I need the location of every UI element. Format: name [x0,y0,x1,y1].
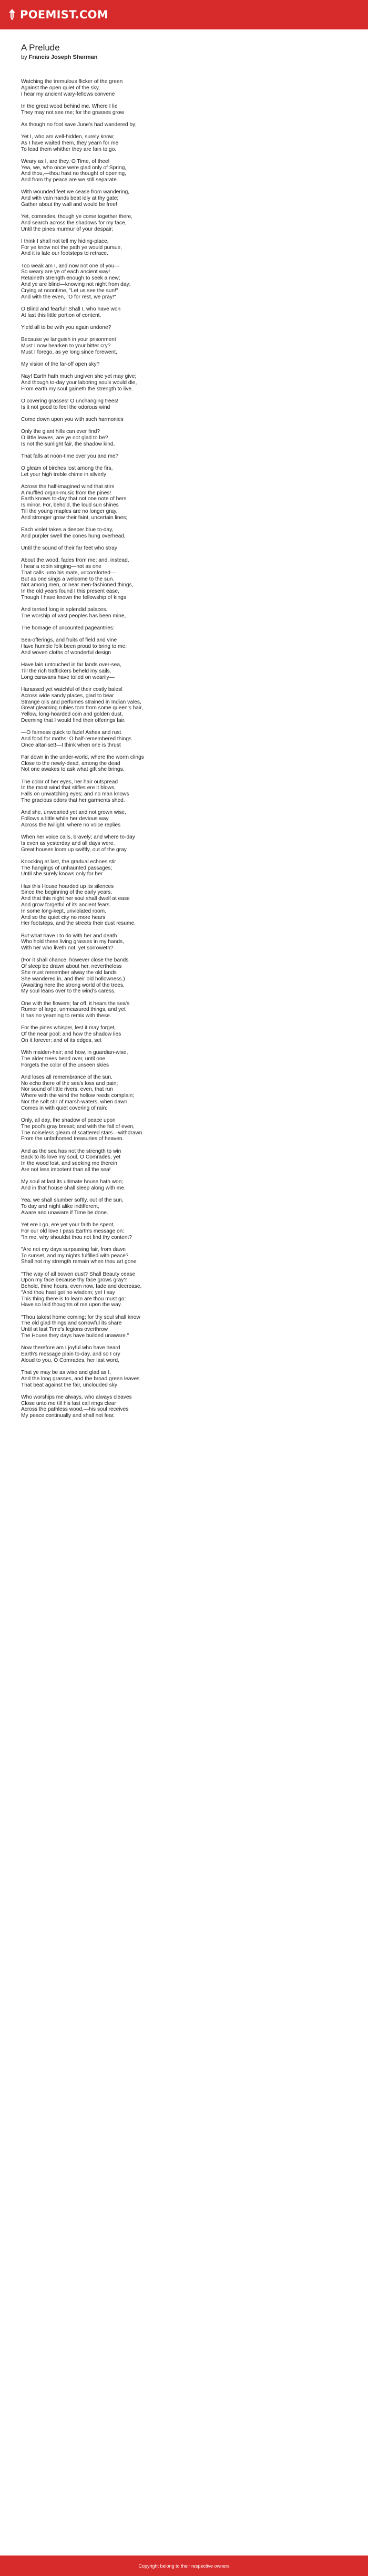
poem-line: The homage of uncounted pageantries: [21,625,115,632]
poem-line: She must remember alway the old lands [21,969,117,976]
poem-line: She wandered in, and their old hollowness.) [21,976,125,982]
poem-line: "Thou takest home coming; for thy soul shall know [21,1314,140,1320]
poem-line: That ye may be as wise and glad as I, [21,1370,111,1376]
stanza [21,1149,347,1173]
poem-line: Too weak am I, and now not one of you— [21,263,120,269]
poem-line: I hear my ancient wary-fellows convene [21,91,115,97]
poem-line: "The way of all bowen dust? Shall Beauty cease [21,1271,136,1277]
poem-line: The pool's gray breast; and with the fall of even, [21,1123,135,1130]
poem-line: In some long-kept, unviolated room. [21,908,106,914]
poem-line: The noiseless gleam of scattered stars—withdrawn [21,1130,142,1136]
stanza [21,545,347,552]
poem-line: Is even as yesterday and all days were. [21,840,115,846]
poem-line: To lead them whither they are fain to go. [21,146,117,152]
poem-line: The hangings of unhaunted passages; [21,865,113,871]
copyright-text: Copyright belong to their respective owners [138,2563,230,2569]
poem-line: And tarried long in splendid palaces. [21,607,108,613]
poem-line: Across wide sandy places, glad to bear [21,692,114,699]
poem-line: And though to-day your laboring souls would die, [21,379,137,386]
stanza [21,465,347,478]
poem-line: From earth my soul gaineth the strength to live. [21,386,133,392]
stanza [21,429,347,447]
poem-line: Close unto me till his last call rings clear [21,1400,116,1406]
poem-line: And as the sea has not the strength to win [21,1148,121,1154]
site-logo[interactable] [7,8,108,21]
poem-line: Deeming that I would find their offerings fair. [21,717,126,723]
poem-line: Across the half-imagined wind that stirs [21,483,115,490]
poem-line: Not one awakes to ask what gift she brings. [21,767,125,773]
byline-prefix: by [21,54,29,60]
poem-line: Till the rich traffickers beheld my sails. [21,668,111,674]
poem-line: And woven cloths of wonderful design [21,649,111,656]
poem-line: That calls unto his mate, uncomforted— [21,570,116,576]
poem-line: Aware and unaware if Time be done. [21,1209,108,1216]
poem-line: O covering grasses! O unchanging trees! [21,398,119,404]
poem-line: Harassed yet watchful of their costly bales! [21,686,123,692]
poem-line: My peace continually and shall not fear. [21,1413,115,1419]
poem-line: With maiden-hair; and how, in guardian-wise, [21,1050,128,1056]
stanza [21,1247,347,1265]
stanza [21,398,347,411]
stanza [21,306,347,319]
poem-line: They may not see me; for the grasses grow [21,109,124,116]
poem-line: And from thy peace are we still separate. [21,177,118,183]
poem-line: Gather about thy wall and would be free! [21,201,117,208]
poem-line: Yet ere I go, ere yet your faith be spent, [21,1222,115,1228]
poem-line: For our old love I pass Earth's message on: [21,1228,125,1234]
stanza [21,730,347,748]
poem-line: No echo there of the sea's loss and pain; [21,1080,118,1087]
poem-line: One with the flowers; far off, it hears the sea's [21,1000,130,1007]
poem-line: Forgets the color of the unseen skies [21,1062,109,1068]
stanza [21,834,347,853]
poem-line: Sea-offerings, and fruits of field and vine [21,637,117,644]
poem-line: Not among men, or near men-fashioned things, [21,582,134,588]
stanza [21,625,347,632]
poem-line: Has this House hoarded up its silences [21,883,114,889]
poem-line: My soul at last its ultimate house hath won; [21,1179,124,1185]
poem-line: In the great wood behind me. Where I lie [21,103,118,109]
poem-line: Great houses loom up swiftly, out of the gray. [21,846,128,853]
poem-line: —O fairness quick to fade! Ashes and rust [21,730,121,736]
poem-line: Come down upon you with such harmonies [21,416,124,422]
poem-line: Knocking at last, the gradual echoes stir [21,858,116,865]
poem-line: The alder trees bend over, until one [21,1056,106,1062]
stanza [21,1315,347,1339]
poem-line: Have humble folk been proud to bring to me; [21,644,127,650]
poem-line: Of the near pool; and how the shadow lies [21,1031,121,1038]
stanza [21,859,347,877]
poem-line: My vision of the far-off open sky? [21,361,100,367]
poem-line: Yield all to be with you again undone? [21,324,111,330]
poem-line: A muffled organ-music from the pines! [21,490,111,496]
stanza [21,325,347,331]
poem-line: Only, all day, the shadow of peace upon [21,1118,116,1124]
poem-line: Earth knows to-day that not one note of hers [21,496,127,502]
poem-line: I hear a robin singing—not as one [21,564,101,570]
poem-line: Behold, thine hours, even now, fade and decrease, [21,1284,142,1290]
poem-line: And food for moths! O half-remembered things [21,736,132,742]
poem-line: Each violet takes a deeper blue to-day, [21,527,114,533]
poem-line: Must I now hearken to your bitter cry? [21,343,111,349]
stanza [21,1394,347,1419]
poem-body [21,79,347,1419]
poem-line: Close to the newly-dead, among the dead [21,760,120,767]
poem-line: Strange oils and perfumes strained in Indian vales, [21,699,141,705]
poem-line: Comes in with quiet covering of rain: [21,1105,108,1111]
stanza [21,687,347,724]
poem-line: Who worships me always, who always cleaves [21,1394,132,1400]
poem-line: But what have I to do with her and death [21,933,117,939]
poem-line: Until the pines murmur of your despair; [21,226,114,232]
stanza [21,189,347,208]
poem-line: About the wood, fades from me; and, instead, [21,557,129,564]
poem-line: My soul leans over to the wind's caress, [21,988,116,995]
poem-line: In the most wind that stifles ere it blows, [21,785,116,791]
poem-line: Watching the tremulous flicker of the green [21,79,123,85]
stanza [21,1050,347,1068]
poem-line: And it is late our footsteps to retrace. [21,251,108,257]
poem-line: Until at last Time's legions overthrow [21,1327,108,1333]
stanza [21,361,347,368]
quill-icon [7,8,17,21]
poem-line: And in that house shall sleep along with me. [21,1185,126,1191]
poem-line: As I have waited them, they yearn for me [21,140,119,146]
stanza [21,1179,347,1192]
poem-line: In the old years found I this present ease, [21,588,119,595]
poem-line: Far down in the under-world, where the worm clings [21,754,144,760]
stanza [21,957,347,995]
stanza [21,79,347,97]
poem-line: Earth's message plain to-day, and so I cry [21,1351,120,1358]
poem-line: Rumor of large, unmeasured things, and yet [21,1007,126,1013]
poem-line: Who hold these living grasses in my hands, [21,939,124,945]
stanza [21,122,347,128]
poem-line: And ye are blind—knowing not night from day; [21,282,131,288]
poem-line: Across the pathless wood,—his soul receives [21,1406,129,1413]
poem-line: And purpler swell the cones hung overhead, [21,533,126,539]
poem-line: Falls on unwatching eyes; and no man knows [21,791,129,798]
stanza [21,239,347,257]
stanza [21,1197,347,1216]
stanza [21,1271,347,1309]
stanza [21,1074,347,1112]
poem-line: Only the giant hills can ever find? [21,428,100,434]
poem-line: For ye know not the path ye would pursue, [21,244,122,251]
poem-line: Where with the wind the hollow reeds complain; [21,1093,135,1099]
poem-line: That falls at noon-time over you and me? [21,453,119,459]
stanza [21,810,347,828]
poem-line: That beat against the fair, unclouded sky [21,1382,117,1388]
poem-line: From the unfathomed treasuries of heaven. [21,1136,124,1142]
poem-line: "In me, why shouldst thou not find thy content? [21,1234,132,1240]
stanza [21,527,347,540]
poem-line: And loses all remembrance of the sun. [21,1074,113,1080]
poem-line: In the wood lost, and seeking me therein [21,1161,117,1167]
poem-line: Against the open quiet of the sky, [21,85,100,91]
poem-line: Upon my face because thy face grows gray? [21,1277,127,1284]
poem-line: The old glad things and sorrowful its share [21,1320,122,1327]
poem-line: On it forever; and of its edges, set [21,1037,101,1043]
poem-line: And stronger grow their faint, uncertain lines; [21,514,128,521]
poem-line: Have lain untouched in far lands over-sea, [21,662,121,668]
site-header [0,0,368,29]
stanza [21,557,347,601]
poem-line: (Awaiting here the strong world of the trees, [21,982,125,988]
poem-line: But as one sings a welcome to the sun. [21,576,115,582]
poem-line: Retaineth strength enough to seek a new; [21,275,120,282]
poem-line: Now therefore am I joyful who have heard [21,1345,120,1351]
poem-line: The color of her eyes, her hair outspread [21,779,118,785]
poem-line: Long caravans have toiled on wearily— [21,674,115,680]
poem-line: It has no yearning to remix with these. [21,1013,111,1019]
poem-line: Until the sound of their far feet who stray [21,545,117,552]
poem-title: A Prelude [21,43,60,53]
stanza [21,374,347,392]
poem-line: The House they days have builded unaware." [21,1333,129,1339]
stanza [21,1370,347,1388]
poem-line: And so the quiet city no more hears [21,914,106,920]
poem-line: (For it shall chance, however close the bands [21,957,129,964]
poem-line: Great gleaming rubies torn from some queen's hair, [21,705,143,711]
poem-line: Back to its love my soul, O Comrades, yet [21,1154,121,1161]
poem-line: Are not less impotent than all the sea! [21,1166,111,1173]
poem-line: Nay! Earth hath much ungiven she yet may give; [21,373,137,379]
poem-line: And the long grasses, and the broad green leaves [21,1375,140,1382]
stanza [21,417,347,423]
poem-line: Follows a little while her devious way [21,816,109,822]
stanza [21,484,347,521]
poem-line: And that this night her soul shall dwell at ease [21,896,130,902]
poem-line: "Are not my days surpassing fair, from dawn [21,1246,126,1253]
poem-line: Let your high treble chime in silverly [21,471,106,478]
stanza [21,754,347,773]
stanza [21,1118,347,1142]
poem-line: Weary as I, are they, O Time, of thee! [21,158,110,164]
stanza [21,779,347,804]
poem-line: Yea, we, who once were glad only of Spring, [21,164,127,171]
poem-line: O gleam of birches lost among the firs, [21,465,113,471]
poem-line: O Blind and fearful! Shall I, who have won [21,306,121,312]
stanza [21,337,347,355]
poem-line: Of sleep be drawn about her, nevertheless [21,964,122,970]
poem-line: At last this little portion of content, [21,312,101,318]
stanza [21,263,347,301]
stanza [21,662,347,680]
poem-line: Until she surely knows only for her [21,871,103,877]
poem-line: And she, unwearied yet and not grown wise, [21,810,126,816]
poem-line: When her voice calls, bravely; and where to-day [21,834,135,841]
poem-line: O little leaves, are ye not glad to be? [21,434,108,441]
poem-line: To day and night alike indifferent, [21,1203,99,1209]
stanza [21,637,347,656]
poem-line: Aloud to you, O Comrades, her last word, [21,1357,119,1363]
site-footer [0,2556,368,2576]
poem-line: "And thou hast got no wisdom; yet I say [21,1289,115,1296]
poem-line: Because ye languish in your prisonment [21,337,116,343]
author-name[interactable]: Francis Joseph Sherman [28,54,98,60]
byline [21,54,347,60]
poem-line: Nor sound of little rivers, even, that run [21,1087,113,1093]
stanza [21,1222,347,1240]
poem-container [0,29,368,1419]
poem-line: Her footsteps, and the streets their dust resume. [21,920,136,927]
poem-line: And grow forgetful of its ancient fears [21,902,110,908]
poem-line: Till the young maples are no longer gray, [21,509,118,515]
stanza [21,134,347,152]
stanza [21,104,347,116]
poem-line: For the pines whisper, lest it may forget, [21,1025,116,1031]
poem-line: Have so laid thoughts of me upon the way. [21,1302,122,1308]
poem-line: Is it not good to feel the odorous wind [21,404,110,410]
poem-line: Since the beginning of the early years. [21,889,113,896]
poem-line: Crying at noontime, "Let us see the sun!" [21,287,118,294]
poem-line: To sunset, and my nights fulfilled with peace? [21,1253,129,1259]
poem-line: With wounded feet we cease from wandering, [21,189,130,195]
poem-line: Across the twilight, where no voice replies [21,822,121,828]
poem-line: Shall not my strength remain when thou art gone [21,1259,137,1265]
stanza [21,214,347,232]
stanza [21,453,347,460]
poem-line: Must I forego, as ye long since forewent, [21,349,117,355]
poem-line: And search across the shadows for my face, [21,220,127,226]
poem-line: Nor the soft stir of marsh-waters, when dawn [21,1099,128,1105]
poem-line: Though I have known the fellowship of kings [21,595,126,601]
stanza [21,1001,347,1019]
site-name: POEMIST.COM [20,8,108,21]
poem-line: The worship of vast peoples has been mine, [21,613,126,619]
poem-line: I think I shall not tell my hiding-place, [21,238,109,244]
poem-line: So weary are ye of each ancient way! [21,269,110,275]
poem-line: Yellow, long-hoarded coin and golden dust, [21,711,123,718]
stanza [21,1025,347,1043]
poem-line: The gracious odors that her garments shed. [21,798,125,804]
poem-line: Is not the sunlight fair, the shadow kind, [21,441,115,447]
poem-line: Yea, we shall slumber softly, out of the sun, [21,1197,124,1204]
stanza [21,933,347,951]
stanza [21,607,347,619]
poem-line: And with the even, "O for rest, we pray!" [21,294,116,300]
poem-line: And thou,—thou hast no thought of opening, [21,171,126,177]
poem-line: Yet, comrades, though ye come together there, [21,214,132,220]
poem-line: This thing there is to learn are thou must go: [21,1296,126,1302]
poem-line: With her who liveth not, yet sorroweth? [21,945,114,951]
poem-line: And with vain hands beat idly at thy gate; [21,195,119,202]
poem-line: Once altar-set!—I think when one is thrust [21,742,121,748]
poem-line: As though no foot save June's had wandered by; [21,121,137,128]
stanza [21,1345,347,1363]
poem-line: Yet I, who am well-hidden, surely know; [21,133,115,140]
stanza [21,884,347,927]
stanza [21,159,347,183]
poem-line: Is minor. For, behold, the loud sun shines [21,502,119,509]
